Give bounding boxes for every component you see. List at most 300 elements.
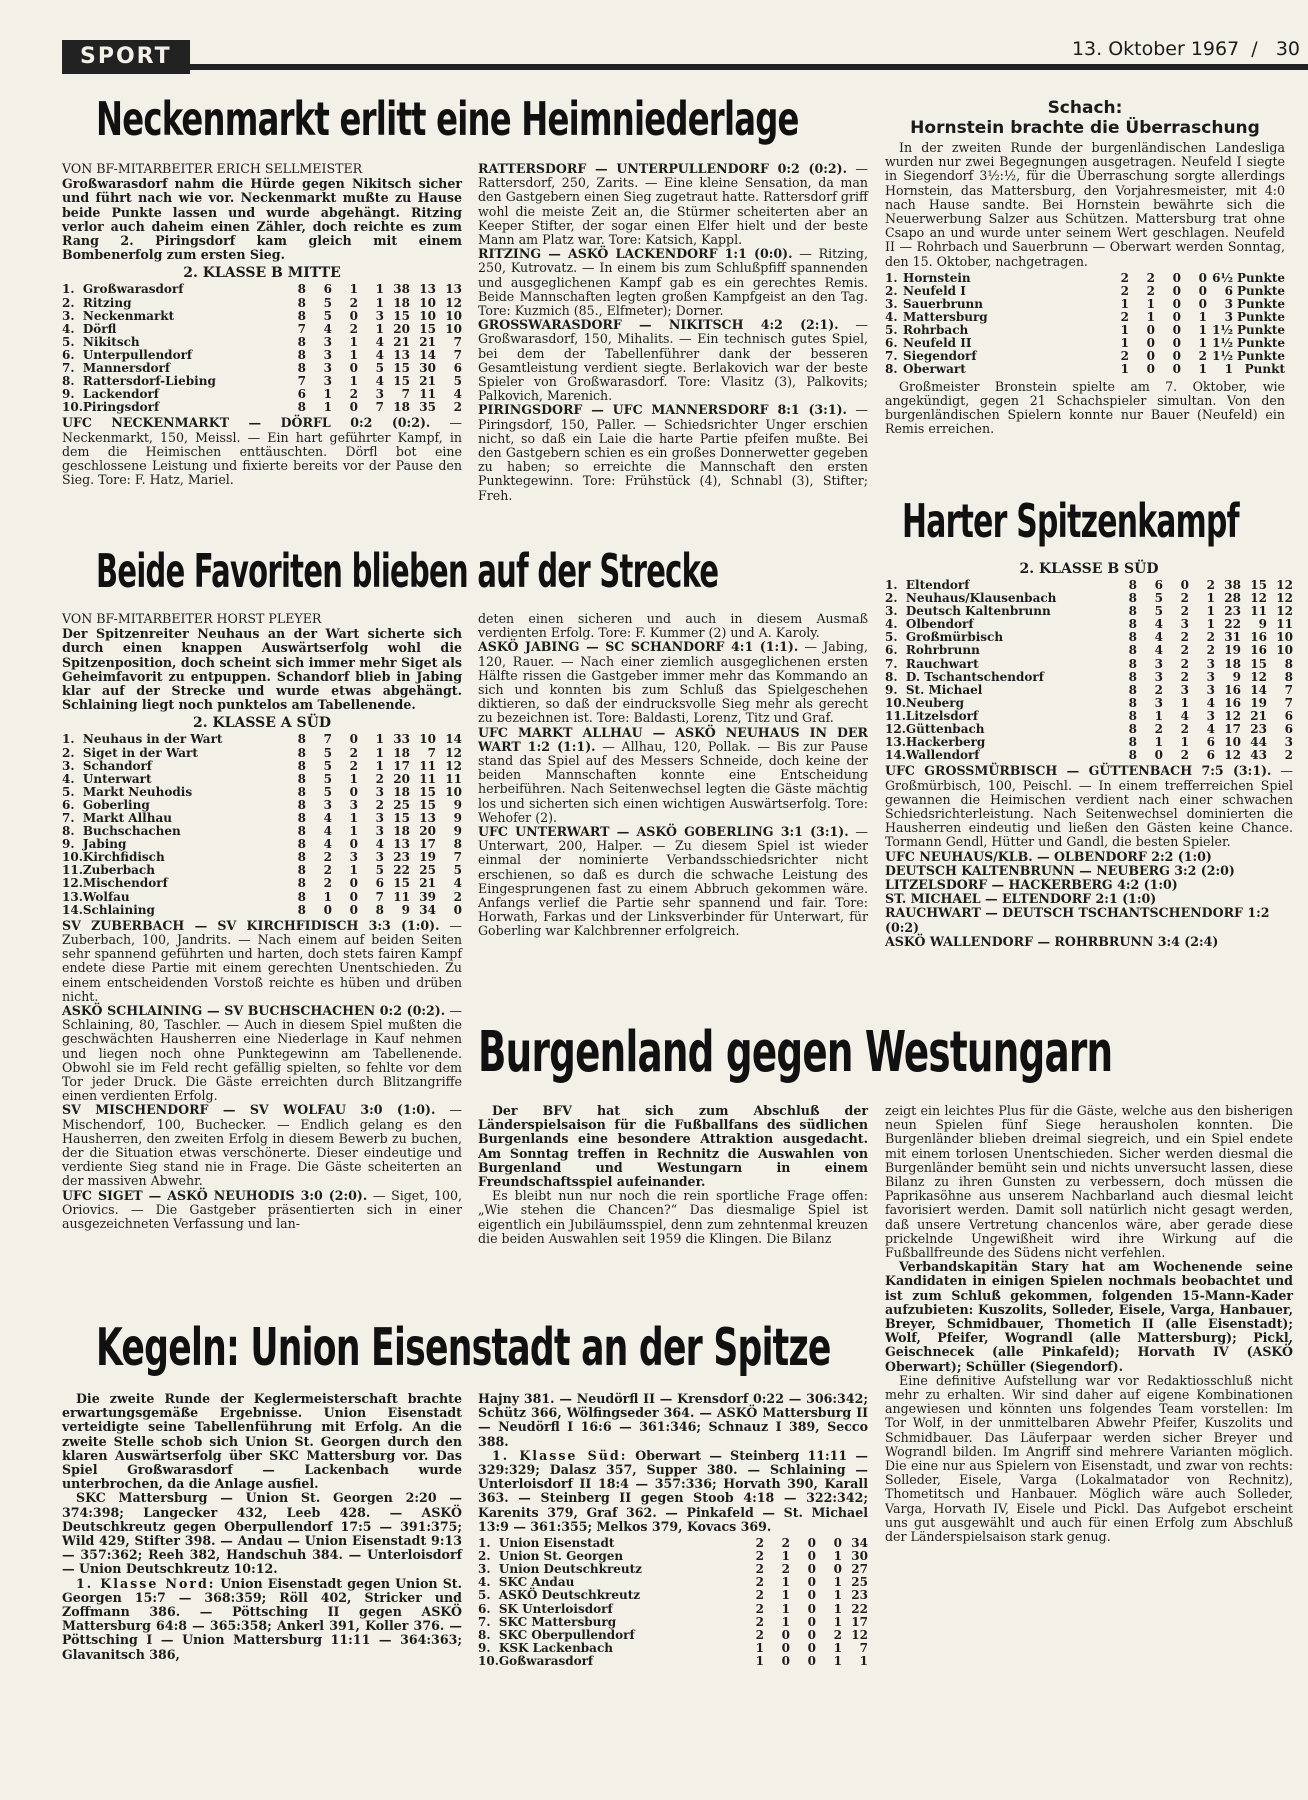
stat-cell: 18 — [393, 295, 410, 310]
article4-col1 — [478, 1104, 868, 1246]
stat-cell: 1 — [349, 334, 358, 349]
stat-cell: 1 — [833, 1640, 842, 1655]
team-cell: Güttenbach — [905, 722, 985, 737]
schach-article — [885, 98, 1285, 436]
rank-cell: 4. — [478, 1575, 491, 1590]
stat-cell: 9 — [453, 797, 462, 812]
stat-cell: 4 — [1206, 722, 1215, 737]
article3-body — [885, 558, 1293, 949]
table-row — [62, 297, 462, 310]
stat-cell: 1 — [1206, 604, 1215, 619]
stat-cell: 0 — [1172, 310, 1181, 325]
stat-cell: 6½ — [1212, 270, 1233, 285]
team-cell: Sauerbrunn — [903, 297, 984, 312]
stat-cell: 5 — [453, 374, 462, 389]
stat-cell: 13 — [419, 282, 436, 297]
stat-cell: 8 — [1128, 722, 1137, 737]
stat-cell: 9 — [401, 902, 410, 917]
stat-cell: 4 — [323, 810, 332, 825]
stat-cell: 1 — [833, 1549, 842, 1564]
stat-cell: 1 — [323, 889, 332, 904]
kegel-results-c: Hajny 381. — Neudörfl II — Krensdorf 0:22 — 306:342; Schütz 366, Wölfingseder 364. — ASKÖ Mattersburg II — Neudörfl I 16:6 — 361:346; Schnauz I 389, Secco 388. — [478, 1391, 868, 1449]
table-row — [62, 877, 462, 890]
rank-cell: 8. — [885, 669, 898, 684]
stat-cell: 4 — [1154, 630, 1163, 645]
stat-cell: 2 — [755, 1549, 764, 1564]
stat-cell: 8 — [297, 308, 306, 323]
team-cell: Markt Neuhodis — [82, 784, 193, 799]
team-cell: D. Tschantschendorf — [905, 669, 1044, 684]
match-report: PIRINGSDORF — UFC MANNERSDORF 8:1 (3:1). — Piringsdorf, 150, Paller. — Schiedsrichter Unger erschien nicht, so daß ein Laie die harte Partie pfeifen mußte. Bei den Gastgebern schien es ein großes Donnerwetter gegeben zu haben; so erreichte die Mannschaft den ersten Punktegewinn. Tore: Frühstück (4), Schnabl (3), Stifter; Freh. — [478, 402, 868, 503]
stat-cell: 12 — [1250, 591, 1267, 606]
team-cell: Dörfl — [82, 321, 117, 336]
stat-cell: 8 — [1128, 591, 1137, 606]
stat-cell: 23 — [393, 850, 410, 865]
article4-p3: Verbandskapitän Stary hat am Wochenende seine Kandidaten in einigen Spielen nochmals beobachtet und ist zum Schluß gekommen, folgenden 15-Mann-Kader aufzubieten: Kuszolits, Solleder, Eisele, Varga, Hanbauer, Breyer, Schmidbauer, Thometich II (alle Eisenstadt); Wolf, Pfeifer, Wograndl (alle Mattersburg); Pickl, Geischnecek (alle Pinkafeld); Horvath IV (ASKÖ Oberwart); Schüller (Siegendorf). — [885, 1259, 1293, 1374]
stat-cell: 33 — [393, 732, 410, 747]
table-row — [62, 773, 462, 786]
stat-cell: 1 — [1198, 362, 1207, 377]
stat-cell: 15 — [393, 876, 410, 891]
article4-p1: Es bleibt nun nur noch die rein sportliche Frage offen: „Wie stehen die Chancen?“ Das diesmalige Spiel ist eigentlich ein Jubiläumsspiel, denn zum zehntenmal kreuzen die beiden Auswahlen seit 1959 die Klingen. Die Bilanz — [478, 1188, 868, 1246]
team-cell: Union St. Georgen — [498, 1549, 624, 1564]
team-cell: Hackerberg — [905, 735, 986, 750]
team-cell: SKC Mattersburg — [498, 1614, 617, 1629]
stat-cell: 10 — [445, 321, 462, 336]
stat-cell: 0 — [807, 1601, 816, 1616]
stat-cell: 7 — [375, 400, 384, 415]
stat-cell: 7 — [375, 889, 384, 904]
stat-cell: 0 — [323, 902, 332, 917]
stat-cell: 2 — [375, 797, 384, 812]
stat-cell: 6 — [1224, 283, 1233, 298]
stat-cell: 5 — [323, 758, 332, 773]
rank-cell: 3. — [62, 308, 75, 323]
stat-cell: 5 — [323, 745, 332, 760]
stat-cell: 5 — [323, 771, 332, 786]
stat-cell: 3 — [375, 784, 384, 799]
rank-cell: 5. — [62, 334, 75, 349]
stat-cell: 3 — [323, 374, 332, 389]
stat-cell: 7 — [1284, 682, 1293, 697]
match-report: UFC GROSSMÜRBISCH — GÜTTENBACH 7:5 (3:1). — Großmürbisch, 100, Peischl. — In einem trefferreichen Spiel gewannen die Heimischen verdient nach einer schwachen Schiedsrichterleistung. Nach Seitenwechsel dominierten die Hausherren eindeutig und ließen den Gästen keine Chance. Tormann Gendl, Hütter und Gandl, die besten Spieler. — [885, 763, 1293, 850]
rank-cell: 8. — [478, 1627, 491, 1642]
stat-cell: 0 — [349, 400, 358, 415]
stat-cell: 2 — [1154, 682, 1163, 697]
stat-cell: 7 — [453, 347, 462, 362]
stat-cell: 34 — [419, 902, 436, 917]
stat-cell: Punkte — [1237, 336, 1285, 351]
table-row — [885, 684, 1293, 697]
rank-cell: 8. — [62, 374, 75, 389]
team-cell: Jabing — [82, 837, 127, 852]
stat-cell: 1 — [375, 745, 384, 760]
rank-cell: 8. — [62, 824, 75, 839]
team-cell: Rohrbrunn — [905, 643, 980, 658]
rank-cell: 7. — [62, 810, 75, 825]
rank-cell: 6. — [478, 1601, 491, 1616]
stat-cell: 3 — [1206, 708, 1215, 723]
rank-cell: 10. — [62, 850, 83, 865]
stat-cell: 8 — [297, 902, 306, 917]
rank-cell: 7. — [885, 656, 898, 671]
stat-cell: 16 — [1224, 695, 1241, 710]
stat-cell: 1½ — [1212, 323, 1233, 338]
stat-cell: 14 — [445, 732, 462, 747]
article2-byline: VON BF-MITARBEITER HORST PLEYER — [62, 611, 322, 626]
stat-cell: 0 — [349, 732, 358, 747]
stat-cell: 8 — [297, 837, 306, 852]
stat-cell: 3 — [349, 850, 358, 865]
stat-cell: 8 — [1128, 578, 1137, 592]
team-cell: Großmürbisch — [905, 630, 1004, 645]
rank-cell: 9. — [885, 682, 898, 697]
table-row — [62, 904, 462, 917]
stat-cell: 0 — [349, 784, 358, 799]
stat-cell: 4 — [1154, 643, 1163, 658]
stat-cell: 17 — [851, 1614, 868, 1629]
article5-col2 — [478, 1392, 868, 1668]
stat-cell: 11 — [445, 771, 462, 786]
stat-cell: 3 — [323, 347, 332, 362]
stat-cell: 6 — [375, 876, 384, 891]
table-row — [885, 658, 1293, 671]
team-cell: Lackendorf — [82, 387, 159, 402]
rank-cell: 2. — [478, 1549, 491, 1564]
team-cell: Unterpullendorf — [82, 347, 193, 362]
stat-cell: 7 — [297, 321, 306, 336]
stat-cell: 20 — [393, 321, 410, 336]
stat-cell: 43 — [1250, 748, 1267, 763]
rank-cell: 11. — [62, 863, 83, 878]
stat-cell: 0 — [1172, 336, 1181, 351]
stat-cell: 30 — [419, 360, 436, 375]
team-cell: Piringsdorf — [82, 400, 160, 415]
article4-p2: zeigt ein leichtes Plus für die Gäste, welche aus den bisherigen neun Spielen fünf Siege herausholen konnten. Die Burgenländer blieben dreimal siegreich, und ein Spiel endete mit einem torlosen Unentschieden. Sicher werden diesmal die Burgenländer bemüht sein und nichts unversucht lassen, diese Bilanz zu ihren Gunsten zu verbessern, doch müssen die Paprikasöhne aus unserem Nachbarland auch diesmal leicht favorisiert werden. Damit soll natürlich nicht gesagt werden, daß unsere Vertretung chancenlos wäre, aber gerade diese prickelnde Ungewißheit wird ihre Wirkung auf die Fußballfreunde des Südens nicht verfehlen. — [885, 1103, 1293, 1261]
stat-cell: 4 — [453, 387, 462, 402]
rank-cell: 7. — [62, 360, 75, 375]
stat-cell: 1 — [781, 1601, 790, 1616]
team-cell: Wallendorf — [905, 748, 980, 763]
stat-cell: 35 — [419, 400, 436, 415]
table-row — [885, 363, 1285, 376]
rank-cell: 1. — [885, 270, 898, 285]
stat-cell: 2 — [1198, 349, 1207, 364]
table-row — [62, 747, 462, 760]
stat-cell: 3 — [1154, 695, 1163, 710]
article1-col1 — [62, 162, 462, 487]
stat-cell: 6 — [1206, 735, 1215, 750]
stat-cell: 1 — [755, 1653, 764, 1668]
stat-cell: 13 — [419, 810, 436, 825]
stat-cell: 12 — [1250, 669, 1267, 684]
table-kegeln — [478, 1537, 868, 1668]
stat-cell: 0 — [1146, 362, 1155, 377]
stat-cell: 3 — [375, 810, 384, 825]
stat-cell: 2 — [755, 1562, 764, 1577]
stat-cell: 8 — [1284, 656, 1293, 671]
stat-cell: 25 — [851, 1575, 868, 1590]
rank-cell: 14. — [62, 902, 83, 917]
article2-col2 — [478, 612, 868, 939]
table-row — [62, 760, 462, 773]
stat-cell: 7 — [323, 732, 332, 747]
result-line: DEUTSCH KALTENBRUNN — NEUBERG 3:2 (2:0) — [885, 862, 1235, 878]
stat-cell: 10 — [1276, 630, 1293, 645]
table-row — [62, 733, 462, 746]
page-number: 30 — [1275, 38, 1300, 60]
stat-cell: 18 — [1224, 656, 1241, 671]
stat-cell: 11 — [1250, 604, 1267, 619]
team-cell: Kirchfidisch — [82, 850, 165, 865]
team-cell: Schlaining — [82, 902, 155, 917]
stat-cell: 16 — [1250, 643, 1267, 658]
headline-favoriten: Beide Favoriten blieben auf der Strecke — [96, 544, 719, 598]
stat-cell: 2 — [1206, 578, 1215, 592]
article5-lead: Die zweite Runde der Keglermeisterschaft brachte erwartungsgemäße Ergebnisse. Union Eisenstadt verteidigte seine Tabellenführung mit Erfolg. An die zweite Stelle schob sich Union St. Georgen durch den klaren Auswärtserfolg über SKC Mattersburg vor. Das Spiel Großwarasdorf — Lackenbach wurde unterbrochen, da die Anlage ausfiel. — [62, 1391, 462, 1492]
stat-cell: 1 — [1120, 336, 1129, 351]
schach-tail: Großmeister Bronstein spielte am 7. Oktober, wie angekündigt, gegen 21 Schachspieler simultan. Von den burgenländischen Spielern konnte nur Bauer (Neufeld) ein Remis erreichen. — [885, 378, 1285, 437]
rank-cell: 9. — [62, 837, 75, 852]
stat-cell: 1 — [323, 387, 332, 402]
team-cell: Mannersdorf — [82, 360, 170, 375]
table-row — [62, 401, 462, 414]
stat-cell: 0 — [349, 889, 358, 904]
stat-cell: 3 — [323, 360, 332, 375]
team-cell: Rattersdorf-Liebing — [82, 374, 216, 389]
rank-cell: 10. — [885, 695, 906, 710]
stat-cell: 1 — [375, 732, 384, 747]
stat-cell: 17 — [419, 837, 436, 852]
stat-cell: Punkte — [1237, 349, 1285, 364]
schach-subtitle: Hornstein brachte die Überraschung — [910, 118, 1260, 138]
stat-cell: 0 — [1146, 323, 1155, 338]
team-cell: KSK Lackenbach — [498, 1640, 613, 1655]
stat-cell: 3 — [1154, 669, 1163, 684]
team-cell: Neufeld I — [903, 283, 966, 298]
team-cell: Neckenmarkt — [82, 308, 175, 323]
stat-cell: 1 — [1154, 735, 1163, 750]
stat-cell: 11 — [419, 387, 436, 402]
stat-cell: 12 — [1276, 591, 1293, 606]
match-report: UFC NECKENMARKT — DÖRFL 0:2 (0:2). — Neckenmarkt, 150, Meissl. — Ein hart geführter Kampf, in dem die Heimischen enttäuschten. Dörfl bot eine geschlossene Leistung und fixierte bereits vor der Pause den Sieg. Tore: F. Hatz, Mariel. — [62, 415, 462, 488]
stat-cell: 13 — [393, 837, 410, 852]
stat-cell: Punkte — [1237, 270, 1285, 285]
stat-cell: 4 — [1206, 695, 1215, 710]
stat-cell: 8 — [297, 295, 306, 310]
stat-cell: 4 — [375, 837, 384, 852]
stat-cell: 3 — [349, 797, 358, 812]
table-row — [478, 1589, 868, 1602]
stat-cell: 5 — [323, 295, 332, 310]
issue-date: 13. Oktober 1967 — [1071, 38, 1240, 60]
match-report: UFC UNTERWART — ASKÖ GOBERLING 3:1 (3:1). — Unterwart, 200, Halper. — Zu diesem Spiel ist wieder einmal der nominierte Verbandsschiedsrichter nicht erschienen, so daß es durch die schwache Leistung des Eingesprungenen fast zu einem Abbruch gekommen wäre. Anfangs verlief die Partie sehr spannend und fair. Tore: Horwath, Farkas und der Linksverbinder für Unterwart, für Goberling war Kalchbrenner erfolgreich. — [478, 824, 868, 939]
stat-cell: 2 — [833, 1627, 842, 1642]
stat-cell: 2 — [1120, 310, 1129, 325]
stat-cell: 1 — [349, 282, 358, 297]
rank-cell: 3. — [62, 758, 75, 773]
stat-cell: 1 — [349, 374, 358, 389]
headline-burgenland: Burgenland gegen Westungarn — [478, 1020, 1113, 1085]
stat-cell: 2 — [323, 863, 332, 878]
stat-cell: 15 — [1250, 656, 1267, 671]
stat-cell: 0 — [1198, 283, 1207, 298]
team-cell: Buchschachen — [82, 824, 181, 839]
article4-col2 — [885, 1104, 1293, 1544]
stat-cell: 3 — [375, 850, 384, 865]
stat-cell: 2 — [1180, 669, 1189, 684]
date-page: 13. Oktober 1967 / 30 — [1071, 38, 1300, 60]
stat-cell: 8 — [1128, 682, 1137, 697]
stat-cell: 3 — [323, 797, 332, 812]
stat-cell: 0 — [807, 1562, 816, 1577]
stat-cell: 10 — [1276, 643, 1293, 658]
result-line: ASKÖ WALLENDORF — ROHRBRUNN 3:4 (2:4) — [885, 933, 1219, 949]
stat-cell: 8 — [297, 360, 306, 375]
stat-cell: 0 — [781, 1627, 790, 1642]
team-cell: Rauchwart — [905, 656, 979, 671]
stat-cell: 2 — [755, 1614, 764, 1629]
stat-cell: 2 — [1180, 656, 1189, 671]
stat-cell: 0 — [807, 1614, 816, 1629]
stat-cell: 2 — [1146, 270, 1155, 285]
stat-cell: 2 — [349, 758, 358, 773]
stat-cell: 5 — [375, 360, 384, 375]
stat-cell: 2 — [375, 771, 384, 786]
stat-cell: 0 — [1172, 362, 1181, 377]
stat-cell: 8 — [297, 771, 306, 786]
stat-cell: 6 — [453, 360, 462, 375]
stat-cell: 23 — [851, 1588, 868, 1603]
rank-cell: 2. — [885, 591, 898, 606]
match-report: GROSSWARASDORF — NIKITSCH 4:2 (2:1). — Großwarasdorf, 150, Mihalits. — Ein technisch gutes Spiel, bei dem der Tabellenführer dank der besseren Gesamtleistung verdient siegte. Berlakovich war der beste Spieler von Großwarasdorf. Tore: Vlasitz (3), Palkovits; Palkovich, Marenich. — [478, 317, 868, 404]
team-cell: SKC Andau — [498, 1575, 575, 1590]
rank-cell: 9. — [478, 1640, 491, 1655]
stat-cell: 15 — [1250, 578, 1267, 592]
stat-cell: 8 — [1128, 630, 1137, 645]
match-report: deten einen sicheren und auch in diesem Ausmaß verdienten Erfolg. Tore: F. Kummer (2) und A. Karoly. — [478, 611, 868, 641]
stat-cell: 0 — [807, 1549, 816, 1564]
stat-cell: 12 — [1224, 748, 1241, 763]
stat-cell: 8 — [1128, 735, 1137, 750]
stat-cell: Punkte — [1237, 297, 1285, 312]
stat-cell: Punkt — [1244, 362, 1285, 377]
stat-cell: 0 — [833, 1562, 842, 1577]
rank-cell: 1. — [885, 578, 898, 592]
stat-cell: 3 — [1206, 656, 1215, 671]
stat-cell: 2 — [349, 745, 358, 760]
stat-cell: 2 — [1206, 630, 1215, 645]
stat-cell: 1 — [349, 863, 358, 878]
stat-cell: 3 — [1224, 297, 1233, 312]
stat-cell: 9 — [453, 810, 462, 825]
team-cell: St. Michael — [905, 682, 983, 697]
rank-cell: 6. — [62, 797, 75, 812]
stat-cell: 18 — [393, 745, 410, 760]
result-line: ST. MICHAEL — ELTENDORF 2:1 (1:0) — [885, 891, 1157, 907]
stat-cell: 3 — [1180, 617, 1189, 632]
stat-cell: 17 — [1224, 722, 1241, 737]
stat-cell: 21 — [419, 876, 436, 891]
headline-kegeln: Kegeln: Union Eisenstadt an der Spitze — [96, 1318, 831, 1378]
stat-cell: 2 — [1146, 283, 1155, 298]
rank-cell: 6. — [885, 336, 898, 351]
stat-cell: 15 — [419, 321, 436, 336]
stat-cell: 3 — [1154, 656, 1163, 671]
stat-cell: 8 — [297, 850, 306, 865]
stat-cell: 8 — [297, 797, 306, 812]
stat-cell: 5 — [323, 308, 332, 323]
stat-cell: 3 — [1206, 682, 1215, 697]
stat-cell: 0 — [807, 1653, 816, 1668]
stat-cell: 0 — [1146, 336, 1155, 351]
stat-cell: 1 — [1198, 310, 1207, 325]
stat-cell: 0 — [349, 308, 358, 323]
rank-cell: 14. — [885, 748, 906, 763]
stat-cell: 1 — [833, 1588, 842, 1603]
stat-cell: 4 — [1180, 708, 1189, 723]
article2-lead: Der Spitzenreiter Neuhaus an der Wart sicherte sich durch einen knappen Auswärtserfolg wohl die Spitzenposition, doch scheint sich immer mehr Siget als Geheimfavorit zu entpuppen. Schandorf blieb in Jabing klar auf der Strecke und wurde etwas abgehängt. Schlaining liegt noch punktelos am Tabellenende. — [62, 626, 462, 713]
stat-cell: 13 — [393, 347, 410, 362]
kegel-results-b: 1. Klasse Nord: Union Eisenstadt gegen Union St. Georgen 15:7 — 368:359; Röll 402, Stricker und Zoffmann 386. — Pöttsching II gegen ASKÖ Mattersburg 64:8 — 365:358; Ankerl 391, Koller 376. — Pöttsching I — Union Mattersburg 11:11 — 364:363; Glavanitsch 386, — [62, 1575, 462, 1662]
stat-cell: 8 — [297, 347, 306, 362]
stat-cell: 3 — [323, 334, 332, 349]
stat-cell: 5 — [323, 784, 332, 799]
stat-cell: 5 — [375, 863, 384, 878]
rank-cell: 5. — [62, 784, 75, 799]
stat-cell: 1 — [375, 282, 384, 297]
stat-cell: 12 — [1276, 578, 1293, 592]
stat-cell: 7 — [401, 387, 410, 402]
kegel-results-d: 1. Klasse Süd: Oberwart — Steinberg 11:11 — 329:329; Dalasz 357, Supper 380. — Schlaining — Unterloisdorf II 18:4 — 357:336; Horvath 390, Karall 363. — Steinberg II gegen Stoob 4:18 — 322:342; Karenits 379, Graf 362. — Pinkafeld — St. Michael 13:9 — 361:355; Melkos 379, Kovacs 369. — [478, 1447, 868, 1534]
stat-cell: 2 — [781, 1536, 790, 1551]
team-cell: ASKÖ Deutschkreutz — [498, 1588, 641, 1603]
stat-cell: 1 — [1120, 297, 1129, 312]
team-cell: Zuberbach — [82, 863, 155, 878]
stat-cell: 0 — [1146, 349, 1155, 364]
table-row — [885, 272, 1285, 285]
stat-cell: 1 — [1154, 708, 1163, 723]
team-cell: Neufeld II — [903, 336, 972, 351]
match-report: RITZING — ASKÖ LACKENDORF 1:1 (0:0). — Ritzing, 250, Kutrovatz. — In einem bis zum Schlußpfiff spannenden und ausgeglichenen Kampf gab es ein gerechtes Remis. Beide Mannschaften legten großen Kampfgeist an den Tag. Tore: Kuzmich (85., Elfmeter); Dorner. — [478, 246, 868, 319]
stat-cell: 1 — [349, 824, 358, 839]
stat-cell: 9 — [1232, 669, 1241, 684]
rank-cell: 4. — [885, 617, 898, 632]
rank-cell: 6. — [885, 643, 898, 658]
stat-cell: 3 — [1284, 735, 1293, 750]
stat-cell: 5 — [453, 863, 462, 878]
team-cell: Wolfau — [82, 889, 130, 904]
stat-cell: 0 — [807, 1575, 816, 1590]
stat-cell: 3 — [375, 308, 384, 323]
stat-cell: 17 — [393, 758, 410, 773]
rank-cell: 12. — [62, 876, 83, 891]
stat-cell: 12 — [1224, 708, 1241, 723]
stat-cell: 0 — [1172, 323, 1181, 338]
table-klasse-b-sued — [885, 579, 1293, 762]
stat-cell: 1 — [833, 1614, 842, 1629]
stat-cell: 2 — [1180, 748, 1189, 763]
stat-cell: 2 — [1154, 722, 1163, 737]
stat-cell: 1 — [323, 400, 332, 415]
team-cell: Großwarasdorf — [82, 282, 184, 297]
rank-cell: 13. — [885, 735, 906, 750]
stat-cell: 7 — [859, 1640, 868, 1655]
team-cell: Goberling — [82, 797, 150, 812]
stat-cell: 2 — [1120, 270, 1129, 285]
rank-cell: 2. — [62, 295, 75, 310]
stat-cell: 8 — [297, 282, 306, 297]
